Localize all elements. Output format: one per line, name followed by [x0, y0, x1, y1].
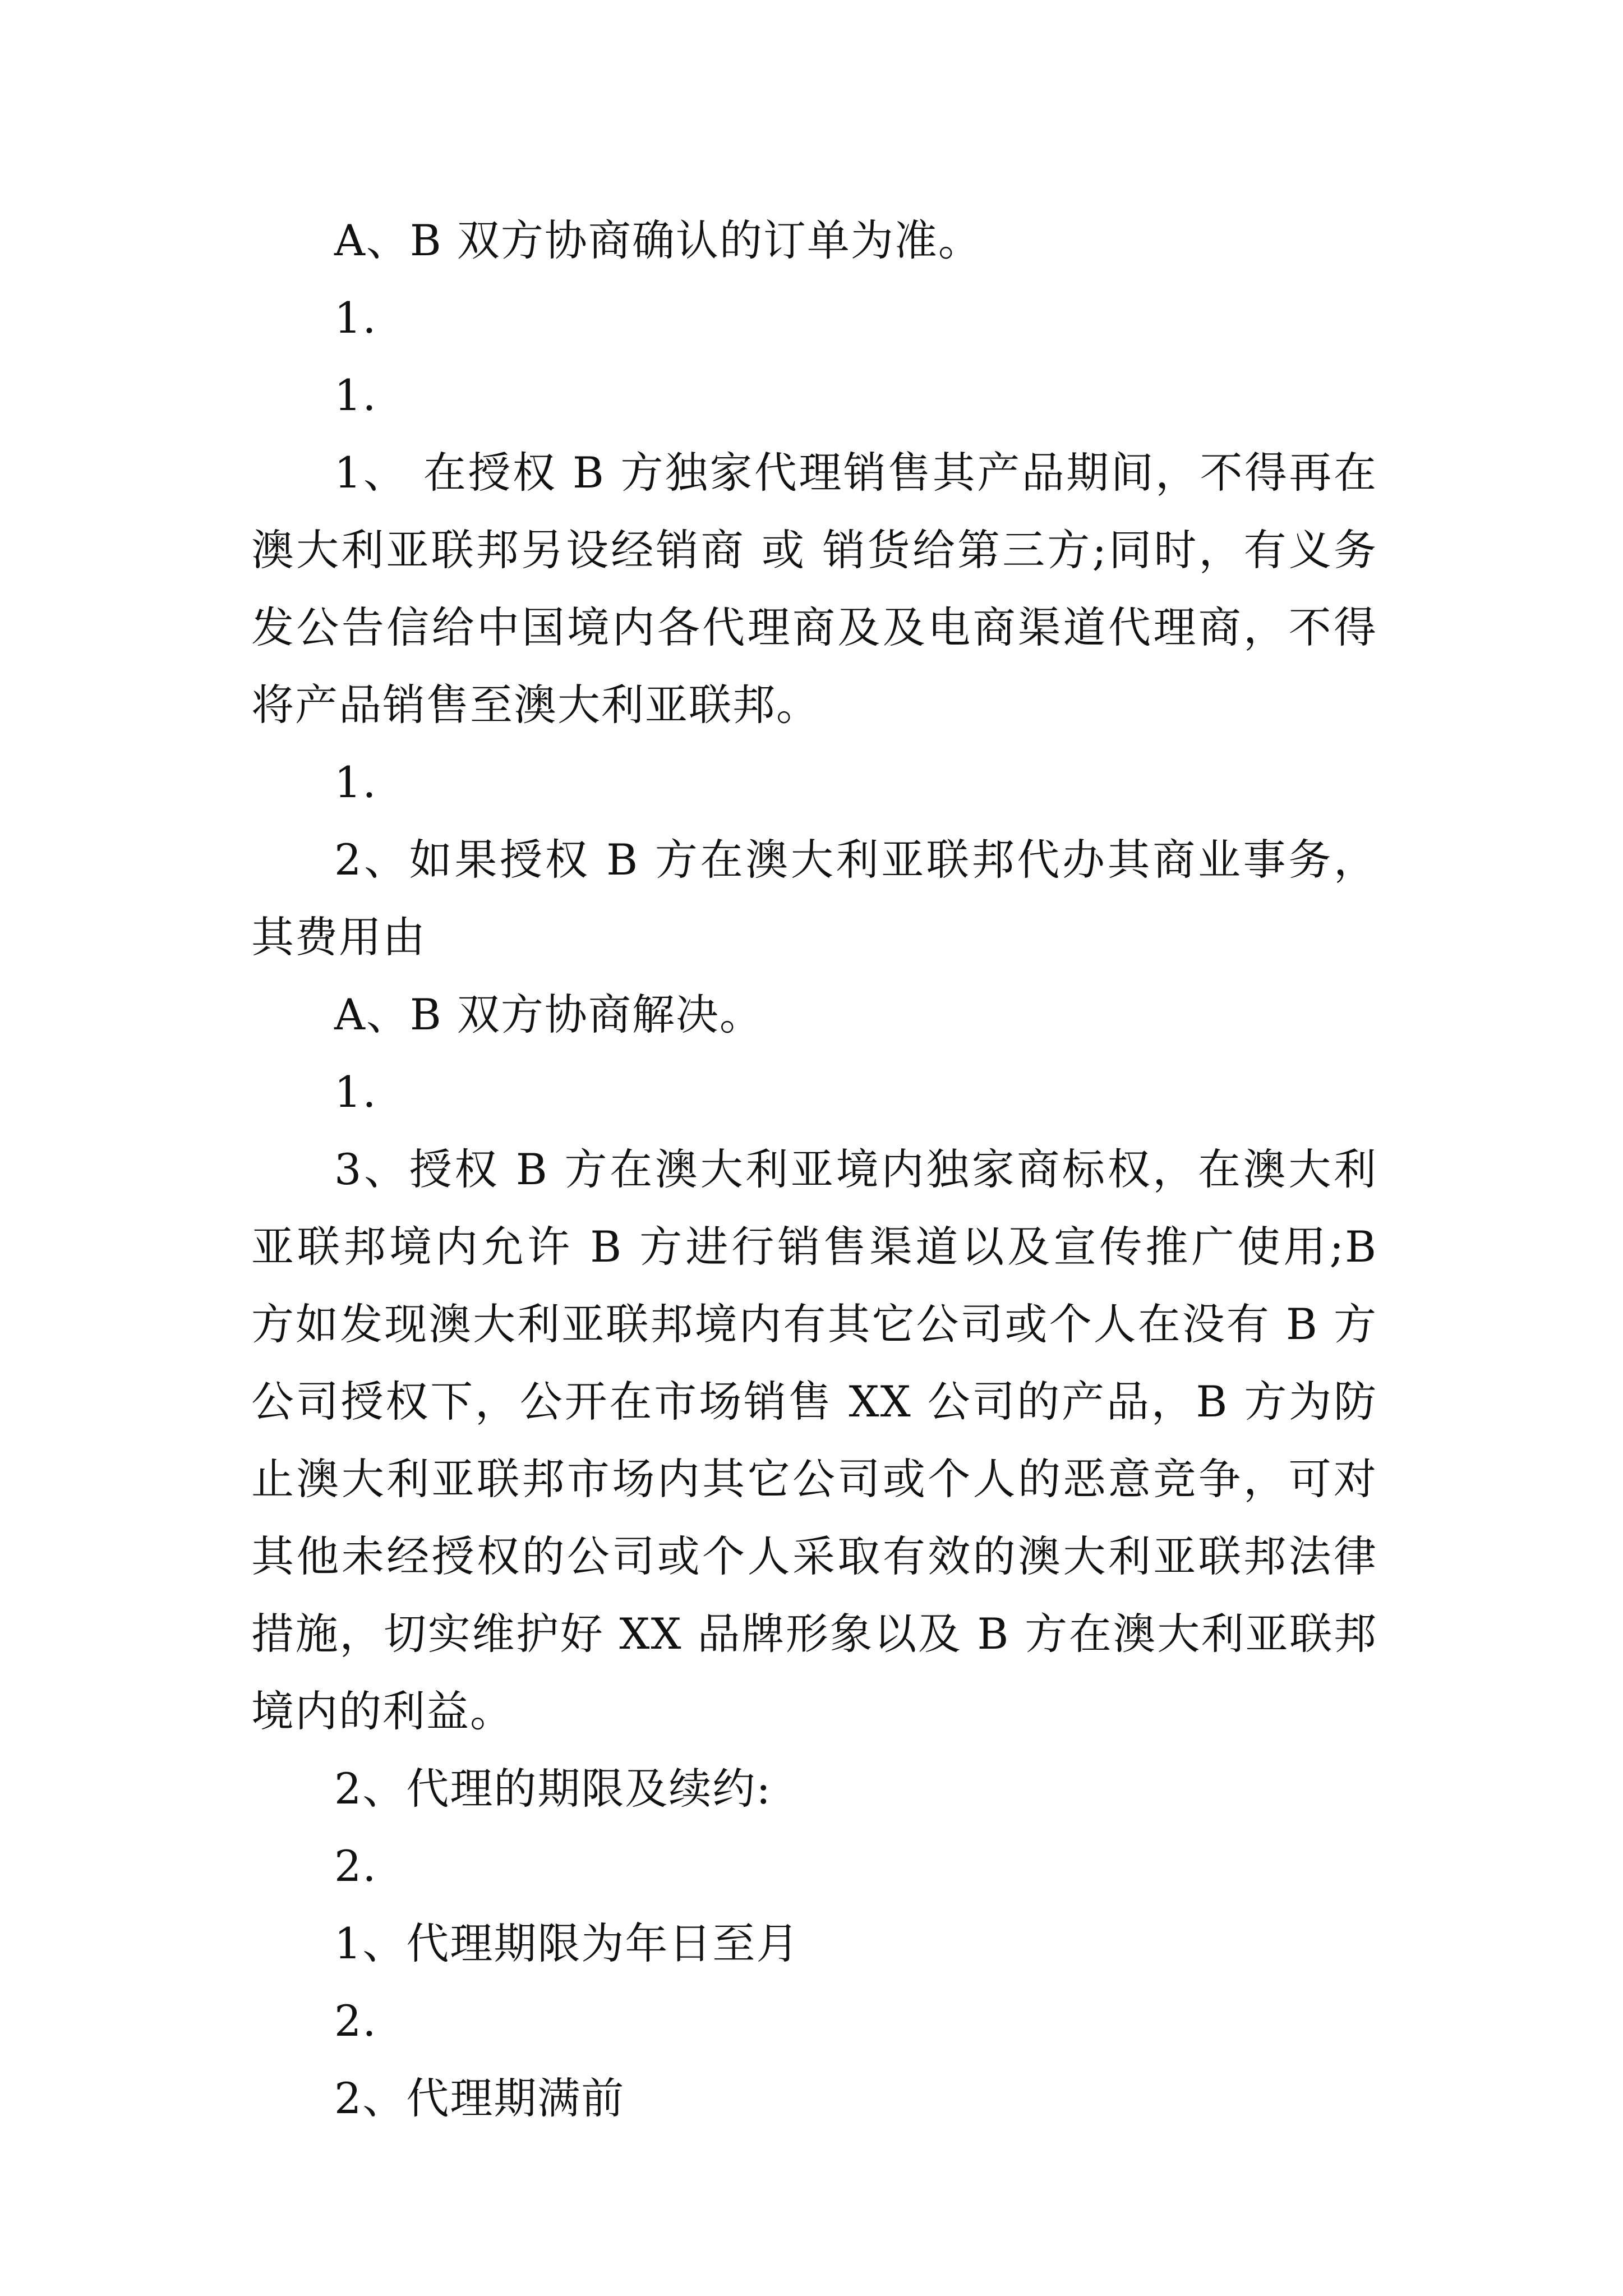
paragraph-negotiation: A、B 双方协商解决。 — [334, 990, 763, 1039]
paragraph-number: 1. — [334, 293, 377, 343]
paragraph-before-expiry: 2、代理期满前 — [334, 2073, 625, 2123]
document-body — [251, 202, 1377, 2137]
paragraph-number: 1. — [334, 757, 377, 807]
paragraph-number: 1. — [334, 1067, 377, 1117]
paragraph-number: 1. — [334, 370, 377, 420]
paragraph-trademark-clause: 3、授权 B 方在澳大利亚境内独家商标权，在澳大利亚联邦境内允许 B 方进行销售渠道以及宣传推广使用;B 方如发现澳大利亚联邦境内有其它公司或个人在没有 B 方公司授权下，公开在市场销售 XX 公司的产品，B 方为防止澳大利亚联邦市场内其它公司或个人的恶意竞争，可对其他未经授权的公司或个人采取有效的澳大利亚联邦法律措施，切实维护好 XX 品牌形象以及 B 方在澳大利亚联邦境内的利益。 — [251, 1144, 1377, 1736]
paragraph-business-affairs-clause: 2、如果授权 B 方在澳大利亚联邦代办其商业事务，其费用由 — [251, 835, 1377, 962]
paragraph-agency-term: 1、代理期限为年日至月 — [334, 1918, 800, 1968]
paragraph-number: 2. — [334, 1841, 377, 1891]
section-heading-term-renewal: 2、代理的期限及续约: — [334, 1764, 772, 1814]
paragraph-exclusive-sales-clause: 1、 在授权 B 方独家代理销售其产品期间，不得再在澳大利亚联邦另设经销商 或 销货给第三方;同时，有义务发公告信给中国境内各代理商及及电商渠道代理商，不得将产品销售至澳大利亚联邦。 — [251, 448, 1377, 730]
paragraph-order-confirmation: A、B 双方协商确认的订单为准。 — [334, 215, 982, 265]
paragraph-number: 2. — [334, 1996, 377, 2046]
